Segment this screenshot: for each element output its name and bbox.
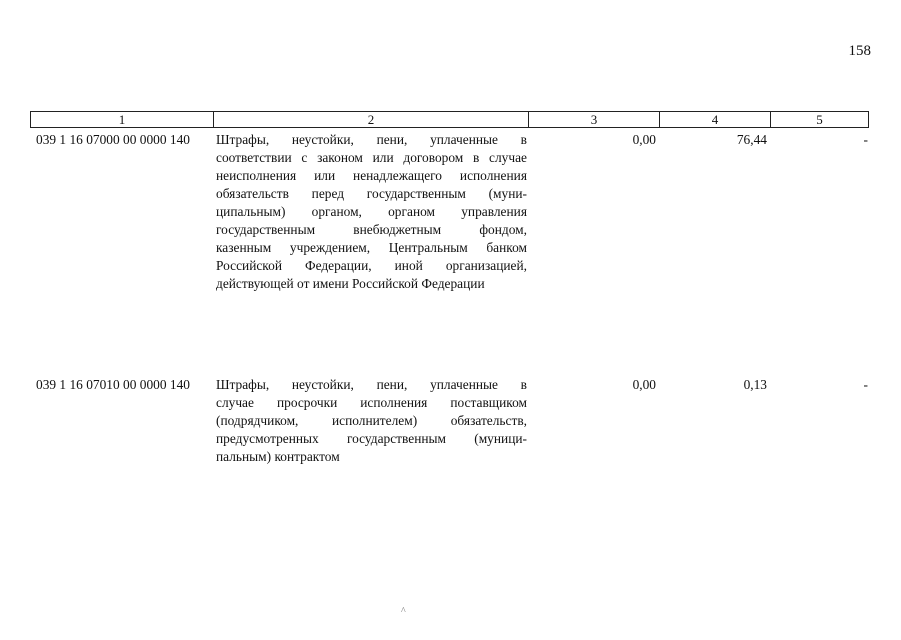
description-line: предусмотренных государственным (муници- [216, 431, 527, 446]
cell-col5: - [863, 377, 868, 392]
description-line: Российской Федерации, иной организацией, [216, 258, 527, 273]
description-line: Штрафы, неустойки, пени, уплаченные в [216, 132, 527, 147]
budget-code: 039 1 16 07000 00 0000 140 [36, 132, 190, 147]
description-line: действующей от имени Российской Федерации [216, 276, 485, 291]
budget-code: 039 1 16 07010 00 0000 140 [36, 377, 190, 392]
cell-col4: 76,44 [736, 132, 767, 147]
description-line: обязательств перед государственным (муни- [216, 186, 527, 201]
row-description [216, 376, 527, 466]
column-header-1: 1 [31, 112, 214, 127]
scan-mark: ^ [401, 606, 406, 617]
description-line: казенным учреждением, Центральным банком [216, 240, 527, 255]
column-header-5: 5 [816, 112, 823, 127]
column-header-3: 3 [529, 112, 660, 127]
column-header-2: 2 [214, 112, 529, 127]
description-line: Штрафы, неустойки, пени, уплаченные в [216, 377, 527, 392]
description-line: ципальным) органом, органом управления [216, 204, 527, 219]
table-header-row [30, 111, 869, 128]
description-line: пальным) контрактом [216, 449, 340, 464]
cell-col4: 0,13 [743, 377, 767, 392]
cell-col3: 0,00 [632, 377, 656, 392]
description-line: (подрядчиком, исполнителем) обязательств, [216, 413, 527, 428]
column-header-4: 4 [660, 112, 771, 127]
description-line: неисполнения или ненадлежащего исполнения [216, 168, 527, 183]
description-line: соответствии с законом или договором в случае [216, 150, 527, 165]
description-line: случае просрочки исполнения поставщиком [216, 395, 527, 410]
page-number: 158 [848, 43, 871, 59]
description-line: государственным внебюджетным фондом, [216, 222, 527, 237]
row-description [216, 131, 527, 293]
cell-col5: - [863, 132, 868, 147]
cell-col3: 0,00 [632, 132, 656, 147]
